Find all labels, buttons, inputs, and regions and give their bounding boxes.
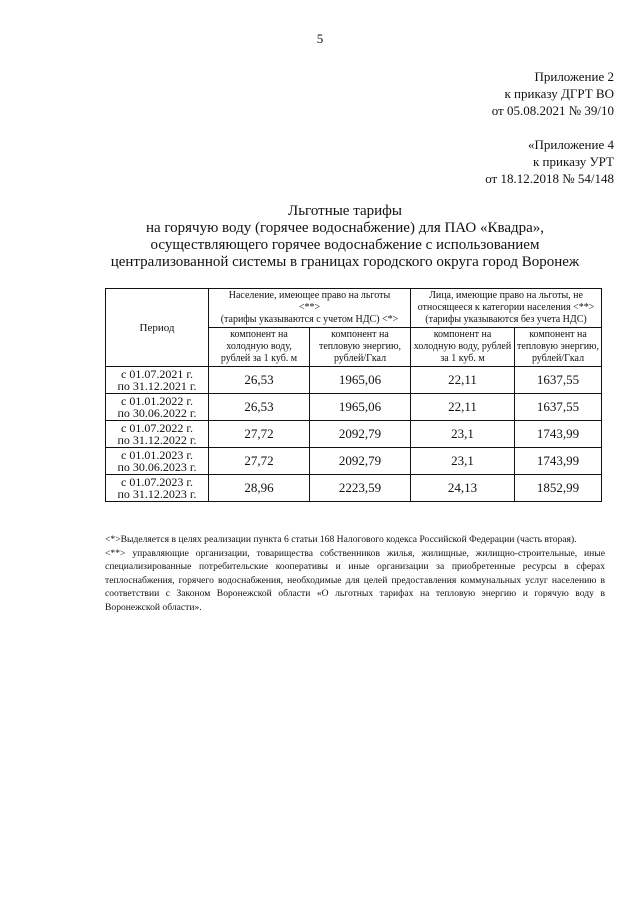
tariffs-table bbox=[105, 288, 602, 502]
page-number: 5 bbox=[316, 31, 324, 46]
period-to: по 31.12.2023 г. bbox=[117, 487, 197, 501]
value-cell: 1637,55 bbox=[515, 367, 602, 394]
period-from: с 01.07.2023 г. bbox=[121, 475, 193, 489]
value-cell: 2092,79 bbox=[310, 421, 411, 448]
table-row bbox=[106, 475, 602, 502]
value-cell: 1852,99 bbox=[515, 475, 602, 502]
period-to: по 30.06.2022 г. bbox=[117, 406, 197, 420]
period-cell bbox=[106, 367, 209, 394]
period-from: с 01.07.2021 г. bbox=[121, 367, 193, 381]
subheader-cold-water-1: компонент на холодную воду, рублей за 1 куб. м bbox=[209, 328, 310, 367]
period-header: Период bbox=[106, 289, 209, 367]
appendix-current-line2: к приказу ДГРТ ВО bbox=[504, 86, 614, 101]
period-from: с 01.07.2022 г. bbox=[121, 421, 193, 435]
value-cell: 26,53 bbox=[209, 367, 310, 394]
period-from: с 01.01.2023 г. bbox=[121, 448, 193, 462]
appendix-current bbox=[492, 68, 614, 119]
value-cell: 22,11 bbox=[411, 367, 515, 394]
period-to: по 31.12.2021 г. bbox=[117, 379, 197, 393]
footnotes bbox=[105, 533, 605, 615]
value-cell: 28,96 bbox=[209, 475, 310, 502]
appendix-current-line1: Приложение 2 bbox=[534, 69, 614, 84]
value-cell: 1965,06 bbox=[310, 394, 411, 421]
table-row bbox=[106, 421, 602, 448]
document-title bbox=[80, 203, 610, 271]
table-row bbox=[106, 394, 602, 421]
subheader-cold-water-2: компонент на холодную воду, рублей за 1 куб. м bbox=[411, 328, 515, 367]
group2-line2: относящееся к категории населения <**> bbox=[417, 302, 595, 313]
period-cell bbox=[106, 448, 209, 475]
period-to: по 31.12.2022 г. bbox=[117, 433, 197, 447]
subheader-heat-energy-1: компонент на тепловую энергию, рублей/Гкал bbox=[310, 328, 411, 367]
title-line4: централизованной системы в границах городского округа город Воронеж bbox=[110, 254, 580, 270]
period-from: с 01.01.2022 г. bbox=[121, 394, 193, 408]
value-cell: 2092,79 bbox=[310, 448, 411, 475]
appendix-original-line3: от 18.12.2018 № 54/148 bbox=[485, 171, 614, 186]
value-cell: 1743,99 bbox=[515, 421, 602, 448]
title-line3: осуществляющего горячее водоснабжение с использованием bbox=[150, 237, 540, 253]
table-row bbox=[106, 448, 602, 475]
value-cell: 23,1 bbox=[411, 421, 515, 448]
value-cell: 1965,06 bbox=[310, 367, 411, 394]
value-cell: 22,11 bbox=[411, 394, 515, 421]
value-cell: 1743,99 bbox=[515, 448, 602, 475]
value-cell: 23,1 bbox=[411, 448, 515, 475]
value-cell: 1637,55 bbox=[515, 394, 602, 421]
period-to: по 30.06.2023 г. bbox=[117, 460, 197, 474]
table-header-row bbox=[106, 289, 602, 328]
group-other-header bbox=[411, 289, 602, 328]
group1-line2: <**> bbox=[298, 302, 321, 313]
footnote-vat: <*>Выделяется в целях реализации пункта 6 статьи 168 Налогового кодекса Российской Федерации (часть вторая). bbox=[105, 534, 577, 545]
subheader-heat-energy-2: компонент на тепловую энергию, рублей/Гкал bbox=[515, 328, 602, 367]
period-cell bbox=[106, 394, 209, 421]
footnote-beneficiaries: <**> управляющие организации, товарищества собственников жилья, жилищные, жилищно-строительные, иные специализированные потребительские кооперативы и иные организации за приобретенные ресурсы в сферах теплоснабжения, горячего водоснабжения, необходимые для целей предоставления коммунальных услуг населению в соответствии с Законом Воронежской области «О льготных тарифах на тепловую энергию и горячую воду в Воронежской области». bbox=[105, 547, 605, 613]
table-row bbox=[106, 367, 602, 394]
value-cell: 2223,59 bbox=[310, 475, 411, 502]
group2-line3: (тарифы указываются без учета НДС) bbox=[425, 314, 587, 325]
value-cell: 24,13 bbox=[411, 475, 515, 502]
group-population-header bbox=[209, 289, 411, 328]
appendix-original-line2: к приказу УРТ bbox=[532, 154, 614, 169]
value-cell: 27,72 bbox=[209, 448, 310, 475]
title-line1: Льготные тарифы bbox=[288, 203, 402, 219]
period-cell bbox=[106, 421, 209, 448]
appendix-current-line3: от 05.08.2021 № 39/10 bbox=[491, 103, 614, 118]
group1-line1: Население, имеющее право на льготы bbox=[228, 290, 391, 301]
value-cell: 26,53 bbox=[209, 394, 310, 421]
group2-line1: Лица, имеющие право на льготы, не bbox=[429, 290, 583, 301]
value-cell: 27,72 bbox=[209, 421, 310, 448]
title-line2: на горячую воду (горячее водоснабжение) для ПАО «Квадра», bbox=[145, 220, 545, 236]
appendix-original bbox=[485, 136, 614, 187]
group1-line3: (тарифы указываются с учетом НДС) <*> bbox=[220, 314, 399, 325]
period-cell bbox=[106, 475, 209, 502]
appendix-original-line1: «Приложение 4 bbox=[527, 137, 614, 152]
